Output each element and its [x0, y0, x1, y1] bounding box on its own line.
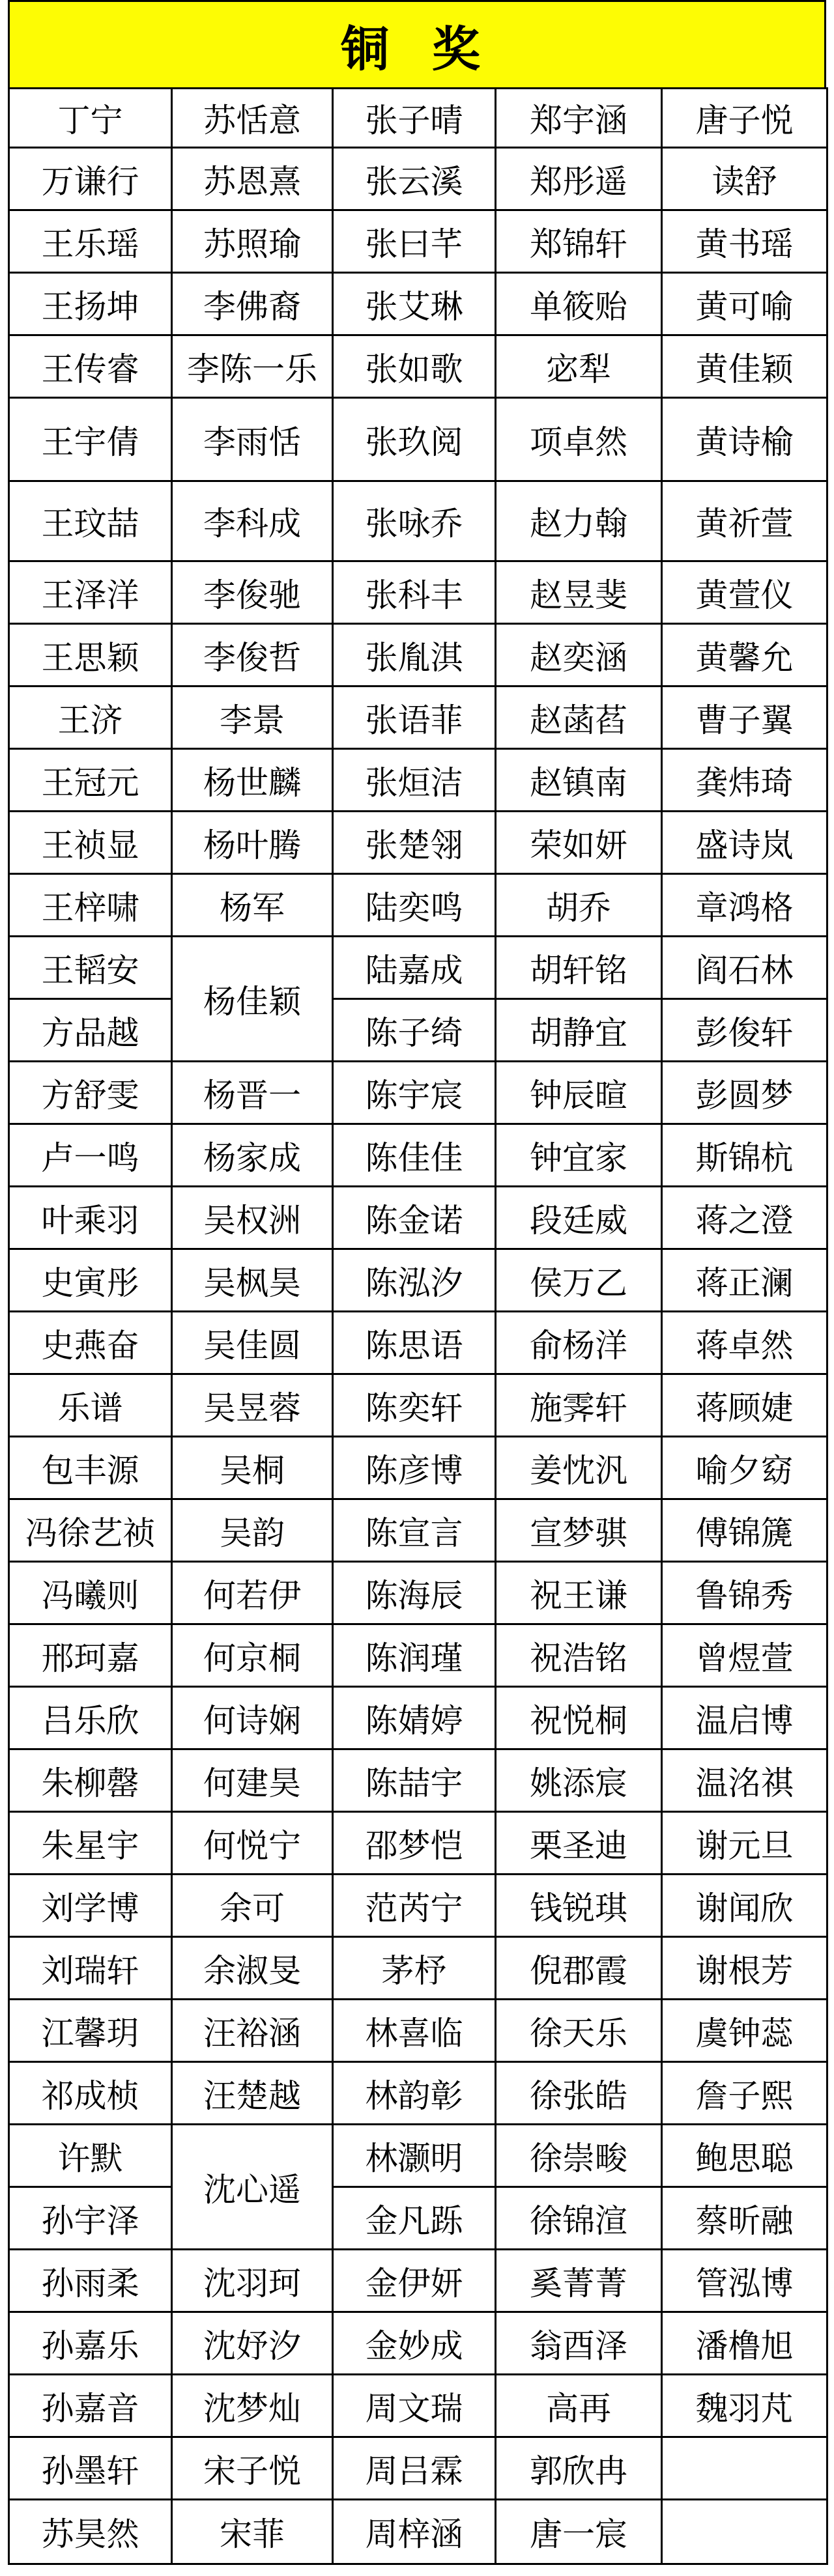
name-cell: 李俊驰 — [171, 560, 334, 625]
name-cell: 汪楚越 — [171, 2061, 334, 2125]
name-cell: 荣如妍 — [495, 810, 663, 875]
name-cell: 钱锐琪 — [495, 1873, 663, 1938]
name-cell: 汪裕涵 — [171, 1998, 334, 2063]
name-cell: 高再 — [495, 2373, 663, 2438]
name-cell: 孙雨柔 — [8, 2248, 173, 2313]
name-cell: 李佛裔 — [171, 272, 334, 336]
name-cell: 项卓然 — [495, 397, 663, 482]
table-title: 铜 奖 — [8, 0, 826, 91]
name-cell: 陈海辰 — [332, 1561, 496, 1625]
name-cell: 钟辰暄 — [495, 1060, 663, 1125]
name-cell: 陈喆宇 — [332, 1748, 496, 1813]
name-cell: 方品越 — [8, 998, 173, 1062]
name-cell: 赵镇南 — [495, 748, 663, 812]
name-cell: 王宇倩 — [8, 397, 173, 482]
name-cell: 徐张皓 — [495, 2061, 663, 2125]
name-cell: 王传睿 — [8, 334, 173, 399]
name-cell: 单筱贻 — [495, 272, 663, 336]
name-cell: 宓犁 — [495, 334, 663, 399]
name-cell: 谢闻欣 — [661, 1873, 828, 1938]
name-cell: 徐锦渲 — [495, 2186, 663, 2250]
name-cell: 张咏乔 — [332, 480, 496, 562]
name-cell: 徐崇畯 — [495, 2123, 663, 2188]
name-cell: 金凡跞 — [332, 2186, 496, 2250]
name-cell: 吴佳圆 — [171, 1310, 334, 1375]
name-cell: 唐子悦 — [661, 87, 828, 149]
name-cell: 蒋之澄 — [661, 1185, 828, 1250]
name-cell: 杨佳颖 — [171, 935, 334, 1062]
name-cell: 张子晴 — [332, 87, 496, 149]
name-cell: 金伊妍 — [332, 2248, 496, 2313]
name-cell: 杨晋一 — [171, 1060, 334, 1125]
name-cell: 章鸿格 — [661, 873, 828, 937]
name-cell: 陈思语 — [332, 1310, 496, 1375]
name-cell: 茅杼 — [332, 1936, 496, 2000]
award-table — [8, 0, 826, 2576]
name-cell: 胡乔 — [495, 873, 663, 937]
name-cell: 宋子悦 — [171, 2436, 334, 2500]
name-cell: 王扬坤 — [8, 272, 173, 336]
name-cell: 赵菡萏 — [495, 685, 663, 750]
name-cell: 王思颖 — [8, 623, 173, 687]
name-cell: 乐谱 — [8, 1373, 173, 1437]
name-cell: 张胤淇 — [332, 623, 496, 687]
name-cell: 郑锦轩 — [495, 209, 663, 274]
name-cell: 彭圆梦 — [661, 1060, 828, 1125]
name-cell: 管泓博 — [661, 2248, 828, 2313]
name-cell: 倪郡霞 — [495, 1936, 663, 2000]
name-cell: 冯曦则 — [8, 1561, 173, 1625]
name-cell: 余淑旻 — [171, 1936, 334, 2000]
name-cell: 黄诗榆 — [661, 397, 828, 482]
name-cell: 奚菁菁 — [495, 2248, 663, 2313]
name-cell: 陈佳佳 — [332, 1123, 496, 1187]
name-cell: 潘橹旭 — [661, 2311, 828, 2375]
name-cell: 赵力翰 — [495, 480, 663, 562]
name-cell: 郑彤遥 — [495, 147, 663, 211]
name-cell: 李陈一乐 — [171, 334, 334, 399]
name-cell: 黄佳颖 — [661, 334, 828, 399]
name-cell: 王韬安 — [8, 935, 173, 1000]
name-cell: 陆奕鸣 — [332, 873, 496, 937]
name-cell: 黄馨允 — [661, 623, 828, 687]
name-cell: 斯锦杭 — [661, 1123, 828, 1187]
name-cell: 苏恬意 — [171, 87, 334, 149]
name-cell: 张如歌 — [332, 334, 496, 399]
name-cell: 祁成桢 — [8, 2061, 173, 2125]
name-cell: 彭俊轩 — [661, 998, 828, 1062]
name-cell: 苏昊然 — [8, 2498, 173, 2565]
name-cell: 王济 — [8, 685, 173, 750]
name-cell: 周文瑞 — [332, 2373, 496, 2438]
name-cell: 李科成 — [171, 480, 334, 562]
name-cell: 张曰芊 — [332, 209, 496, 274]
name-cell: 吕乐欣 — [8, 1686, 173, 1750]
name-cell: 陈彦博 — [332, 1436, 496, 1500]
name-cell: 卢一鸣 — [8, 1123, 173, 1187]
name-cell: 郭欣冉 — [495, 2436, 663, 2500]
name-cell: 曾煜萱 — [661, 1623, 828, 1688]
name-cell: 宋菲 — [171, 2498, 334, 2565]
name-cell: 杨家成 — [171, 1123, 334, 1187]
name-cell: 何建昊 — [171, 1748, 334, 1813]
name-cell: 郑宇涵 — [495, 87, 663, 149]
name-cell: 张烜洁 — [332, 748, 496, 812]
name-cell: 陈子绮 — [332, 998, 496, 1062]
name-cell: 宣梦骐 — [495, 1498, 663, 1563]
name-cell: 徐天乐 — [495, 1998, 663, 2063]
name-cell: 傅锦篪 — [661, 1498, 828, 1563]
name-cell: 何若伊 — [171, 1561, 334, 1625]
name-cell: 吴权洲 — [171, 1185, 334, 1250]
name-cell: 王祯显 — [8, 810, 173, 875]
name-cell: 孙墨轩 — [8, 2436, 173, 2500]
name-cell: 谢元旦 — [661, 1811, 828, 1875]
name-cell: 温洺祺 — [661, 1748, 828, 1813]
name-cell: 黄萱仪 — [661, 560, 828, 625]
name-cell: 陈金诺 — [332, 1185, 496, 1250]
name-cell: 祝王谦 — [495, 1561, 663, 1625]
name-cell: 谢根芳 — [661, 1936, 828, 2000]
name-cell: 邢珂嘉 — [8, 1623, 173, 1688]
name-cell: 方舒雯 — [8, 1060, 173, 1125]
name-cell: 钟宜家 — [495, 1123, 663, 1187]
name-cell: 金妙成 — [332, 2311, 496, 2375]
name-cell: 陈泓汐 — [332, 1248, 496, 1312]
name-cell: 侯万乙 — [495, 1248, 663, 1312]
name-cell: 沈羽珂 — [171, 2248, 334, 2313]
name-cell: 赵奕涵 — [495, 623, 663, 687]
name-cell: 鲁锦秀 — [661, 1561, 828, 1625]
name-cell: 陈婧婷 — [332, 1686, 496, 1750]
name-cell: 栗圣迪 — [495, 1811, 663, 1875]
name-cell: 何诗娴 — [171, 1686, 334, 1750]
name-cell: 张玖阅 — [332, 397, 496, 482]
name-cell: 朱星宇 — [8, 1811, 173, 1875]
name-cell: 吴桐 — [171, 1436, 334, 1500]
name-cell: 王梓啸 — [8, 873, 173, 937]
name-cell: 喻夕窈 — [661, 1436, 828, 1500]
name-cell: 姜忱汎 — [495, 1436, 663, 1500]
name-cell: 杨叶腾 — [171, 810, 334, 875]
name-cell: 许默 — [8, 2123, 173, 2188]
name-cell: 施霁轩 — [495, 1373, 663, 1437]
name-cell: 段廷威 — [495, 1185, 663, 1250]
name-cell: 何京桐 — [171, 1623, 334, 1688]
name-cell: 何悦宁 — [171, 1811, 334, 1875]
name-cell: 张语菲 — [332, 685, 496, 750]
name-cell: 虞钟蕊 — [661, 1998, 828, 2063]
name-cell: 蔡昕融 — [661, 2186, 828, 2250]
name-cell: 张艾琳 — [332, 272, 496, 336]
name-cell: 蒋卓然 — [661, 1310, 828, 1375]
name-cell: 祝浩铭 — [495, 1623, 663, 1688]
name-cell: 苏恩熹 — [171, 147, 334, 211]
name-cell: 詹子熙 — [661, 2061, 828, 2125]
name-cell: 王冠元 — [8, 748, 173, 812]
name-cell: 黄祈萱 — [661, 480, 828, 562]
name-cell: 李景 — [171, 685, 334, 750]
name-cell: 万谦行 — [8, 147, 173, 211]
name-cell: 周梓涵 — [332, 2498, 496, 2565]
name-cell: 刘瑞轩 — [8, 1936, 173, 2000]
name-cell: 刘学博 — [8, 1873, 173, 1938]
name-cell: 杨军 — [171, 873, 334, 937]
name-cell: 江馨玥 — [8, 1998, 173, 2063]
name-cell: 陈润瑾 — [332, 1623, 496, 1688]
name-cell: 张楚翎 — [332, 810, 496, 875]
name-cell: 叶乘羽 — [8, 1185, 173, 1250]
empty-cell — [661, 2498, 828, 2565]
name-cell: 唐一宸 — [495, 2498, 663, 2565]
name-cell: 林灏明 — [332, 2123, 496, 2188]
name-cell: 杨世麟 — [171, 748, 334, 812]
name-cell: 阎石林 — [661, 935, 828, 1000]
name-cell: 鲍思聪 — [661, 2123, 828, 2188]
empty-cell — [661, 2436, 828, 2500]
name-cell: 李雨恬 — [171, 397, 334, 482]
name-cell: 曹子翼 — [661, 685, 828, 750]
name-cell: 沈梦灿 — [171, 2373, 334, 2438]
name-cell: 温启博 — [661, 1686, 828, 1750]
name-cell: 陈宣言 — [332, 1498, 496, 1563]
name-cell: 姚添宸 — [495, 1748, 663, 1813]
name-cell: 龚炜琦 — [661, 748, 828, 812]
name-cell: 王泽洋 — [8, 560, 173, 625]
name-cell: 冯徐艺祯 — [8, 1498, 173, 1563]
name-cell: 包丰源 — [8, 1436, 173, 1500]
name-cell: 蒋顾婕 — [661, 1373, 828, 1437]
name-cell: 史燕奋 — [8, 1310, 173, 1375]
name-cell: 李俊哲 — [171, 623, 334, 687]
name-cell: 俞杨洋 — [495, 1310, 663, 1375]
name-cell: 张科丰 — [332, 560, 496, 625]
name-cell: 翁酉泽 — [495, 2311, 663, 2375]
name-cell: 陈奕轩 — [332, 1373, 496, 1437]
name-cell: 王乐瑶 — [8, 209, 173, 274]
name-cell: 赵昱斐 — [495, 560, 663, 625]
name-cell: 胡轩铭 — [495, 935, 663, 1000]
name-cell: 黄书瑶 — [661, 209, 828, 274]
name-cell: 祝悦桐 — [495, 1686, 663, 1750]
name-cell: 丁宁 — [8, 87, 173, 149]
name-cell: 苏照瑜 — [171, 209, 334, 274]
name-cell: 史寅彤 — [8, 1248, 173, 1312]
name-cell: 陈宇宸 — [332, 1060, 496, 1125]
name-cell: 邵梦恺 — [332, 1811, 496, 1875]
name-cell: 林喜临 — [332, 1998, 496, 2063]
name-cell: 林韵彰 — [332, 2061, 496, 2125]
name-cell: 黄可喻 — [661, 272, 828, 336]
name-cell: 沈心遥 — [171, 2123, 334, 2250]
name-cell: 盛诗岚 — [661, 810, 828, 875]
name-cell: 孙嘉乐 — [8, 2311, 173, 2375]
name-cell: 蒋正澜 — [661, 1248, 828, 1312]
name-cell: 王玟喆 — [8, 480, 173, 562]
name-cell: 读舒 — [661, 147, 828, 211]
name-cell: 余可 — [171, 1873, 334, 1938]
name-cell: 沈妤汐 — [171, 2311, 334, 2375]
name-cell: 周吕霖 — [332, 2436, 496, 2500]
name-cell: 胡静宜 — [495, 998, 663, 1062]
name-cell: 陆嘉成 — [332, 935, 496, 1000]
name-cell: 孙嘉音 — [8, 2373, 173, 2438]
name-cell: 范芮宁 — [332, 1873, 496, 1938]
name-cell: 朱柳罄 — [8, 1748, 173, 1813]
name-cell: 魏羽芃 — [661, 2373, 828, 2438]
name-cell: 吴枫昊 — [171, 1248, 334, 1312]
name-cell: 吴昱蓉 — [171, 1373, 334, 1437]
name-cell: 张云溪 — [332, 147, 496, 211]
name-cell: 孙宇泽 — [8, 2186, 173, 2250]
name-cell: 吴韵 — [171, 1498, 334, 1563]
